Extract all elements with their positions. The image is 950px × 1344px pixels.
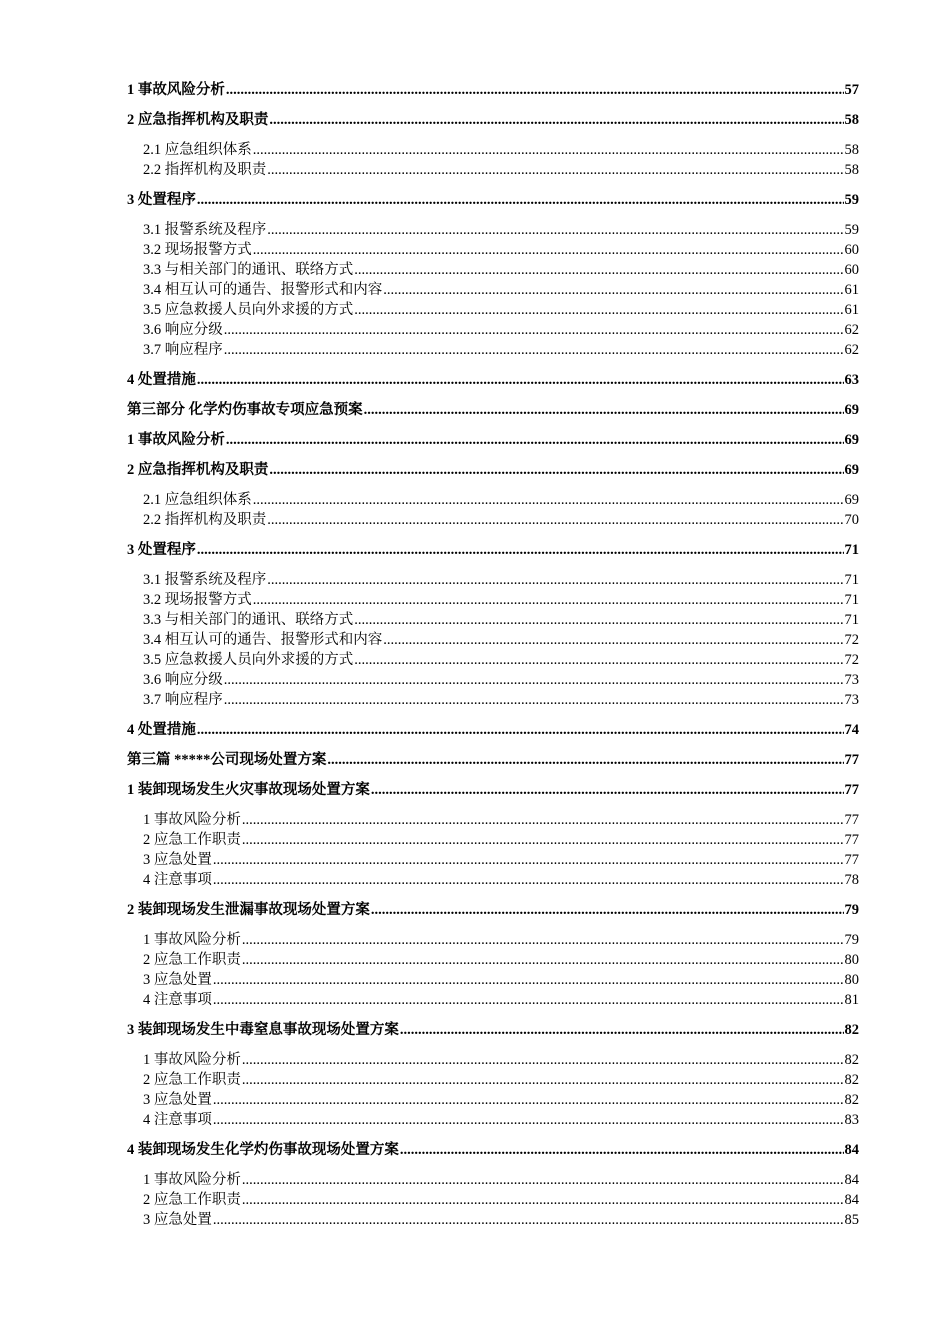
toc-page-number: 84 [844,1142,859,1158]
toc-heading-entry[interactable] [127,370,859,390]
dot-leader [253,590,844,610]
toc-entry-title: 2 应急工作职责 [143,832,241,848]
toc-subentry[interactable] [127,1070,859,1090]
toc-entry-title: 2 装卸现场发生泄漏事故现场处置方案 [127,902,370,918]
toc-heading-entry[interactable] [127,720,859,740]
dot-leader [253,240,844,260]
toc-entry-title: 1 事故风险分析 [127,432,225,448]
toc-subentry[interactable] [127,1210,859,1230]
toc-heading-entry[interactable] [127,900,859,920]
toc-subentry[interactable] [127,320,859,340]
toc-entry-title: 2.1 应急组织体系 [143,492,252,508]
toc-page-number: 81 [844,992,859,1008]
toc-entry-title: 4 注意事项 [143,1112,212,1128]
toc-heading-entry[interactable] [127,110,859,130]
toc-subentry[interactable] [127,340,859,360]
toc-subentry[interactable] [127,590,859,610]
dot-leader [242,1050,844,1070]
toc-heading-entry[interactable] [127,750,859,770]
toc-entry-title: 3 应急处置 [143,852,212,868]
toc-subentry[interactable] [127,160,859,180]
toc-page-number: 77 [844,782,859,798]
toc-page-number: 58 [844,112,859,128]
dot-leader [242,810,844,830]
dot-leader [267,160,843,180]
toc-entry-title: 2 应急指挥机构及职责 [127,462,269,478]
toc-entry-title: 2.1 应急组织体系 [143,142,252,158]
dot-leader [242,1070,844,1090]
toc-subentry[interactable] [127,240,859,260]
dot-leader [383,280,843,300]
toc-entry-title: 4 注意事项 [143,992,212,1008]
toc-page-number: 84 [844,1192,859,1208]
toc-entry-title: 3.5 应急救援人员向外求援的方式 [143,302,354,318]
toc-entry-title: 2 应急指挥机构及职责 [127,112,269,128]
toc-page-number: 82 [844,1092,859,1108]
toc-entry-title: 3.4 相互认可的通告、报警形式和内容 [143,632,383,648]
toc-subentry[interactable] [127,950,859,970]
dot-leader [224,340,844,360]
dot-leader [213,1110,844,1130]
toc-page-number: 69 [844,432,859,448]
toc-entry-title: 第三篇 *****公司现场处置方案 [127,752,327,768]
dot-leader [354,300,843,320]
toc-subentry[interactable] [127,1110,859,1130]
toc-entry-title: 3 处置程序 [127,542,196,558]
toc-entry-title: 3 装卸现场发生中毒窒息事故现场处置方案 [127,1022,399,1038]
toc-heading-entry[interactable] [127,430,859,450]
dot-leader [226,80,844,100]
dot-leader [371,780,844,800]
dot-leader [267,510,843,530]
toc-subentry[interactable] [127,570,859,590]
toc-page-number: 59 [844,222,859,238]
dot-leader [253,140,844,160]
toc-page-number: 77 [844,812,859,828]
toc-subentry[interactable] [127,280,859,300]
table-of-contents [127,80,859,1230]
toc-subentry[interactable] [127,510,859,530]
dot-leader [242,1190,844,1210]
dot-leader [354,610,843,630]
toc-subentry[interactable] [127,300,859,320]
toc-entry-title: 3.4 相互认可的通告、报警形式和内容 [143,282,383,298]
toc-entry-title: 3.6 响应分级 [143,322,223,338]
toc-page-number: 82 [844,1072,859,1088]
toc-entry-title: 3 应急处置 [143,1092,212,1108]
toc-page-number: 85 [844,1212,859,1228]
toc-entry-title: 1 事故风险分析 [143,1172,241,1188]
toc-entry-title: 3.7 响应程序 [143,342,223,358]
toc-heading-entry[interactable] [127,80,859,100]
toc-subentry[interactable] [127,810,859,830]
toc-entry-title: 4 处置措施 [127,722,196,738]
toc-page-number: 71 [844,572,859,588]
toc-page-number: 71 [844,592,859,608]
toc-subentry[interactable] [127,610,859,630]
toc-page-number: 77 [844,832,859,848]
toc-page-number: 84 [844,1172,859,1188]
dot-leader [242,1170,844,1190]
dot-leader [267,220,843,240]
toc-page-number: 69 [844,492,859,508]
dot-leader [224,670,844,690]
toc-page-number: 79 [844,932,859,948]
dot-leader [197,720,844,740]
toc-subentry[interactable] [127,1090,859,1110]
dot-leader [400,1020,844,1040]
dot-leader [213,850,844,870]
toc-entry-title: 3 应急处置 [143,972,212,988]
dot-leader [197,540,844,560]
toc-subentry[interactable] [127,260,859,280]
toc-subentry[interactable] [127,650,859,670]
toc-entry-title: 1 事故风险分析 [143,812,241,828]
toc-entry-title: 3.6 响应分级 [143,672,223,688]
dot-leader [213,1090,844,1110]
dot-leader [383,630,843,650]
dot-leader [269,110,843,130]
toc-entry-title: 2.2 指挥机构及职责 [143,512,267,528]
toc-heading-entry[interactable] [127,460,859,480]
toc-page-number: 71 [844,542,859,558]
toc-entry-title: 3.2 现场报警方式 [143,592,252,608]
toc-entry-title: 1 事故风险分析 [143,1052,241,1068]
toc-heading-entry[interactable] [127,1140,859,1160]
toc-subentry[interactable] [127,1170,859,1190]
dot-leader [226,430,844,450]
toc-entry-title: 3.2 现场报警方式 [143,242,252,258]
toc-page-number: 59 [844,192,859,208]
dot-leader [213,870,844,890]
toc-heading-entry[interactable] [127,780,859,800]
dot-leader [327,750,843,770]
dot-leader [213,1210,844,1230]
dot-leader [242,830,844,850]
toc-entry-title: 3 应急处置 [143,1212,212,1228]
dot-leader [267,570,843,590]
toc-page-number: 62 [844,342,859,358]
toc-entry-title: 3.3 与相关部门的通讯、联络方式 [143,262,354,278]
toc-subentry[interactable] [127,850,859,870]
toc-entry-title: 1 事故风险分析 [143,932,241,948]
dot-leader [197,190,844,210]
toc-subentry[interactable] [127,970,859,990]
dot-leader [213,970,844,990]
toc-page-number: 61 [844,302,859,318]
toc-page-number: 69 [844,402,859,418]
toc-page-number: 57 [844,82,859,98]
toc-page-number: 83 [844,1112,859,1128]
toc-entry-title: 4 处置措施 [127,372,196,388]
toc-entry-title: 2 应急工作职责 [143,1192,241,1208]
toc-page-number: 78 [844,872,859,888]
toc-page-number: 77 [844,752,859,768]
dot-leader [224,690,844,710]
toc-heading-entry[interactable] [127,1020,859,1040]
toc-page-number: 58 [844,142,859,158]
dot-leader [269,460,843,480]
dot-leader [354,260,843,280]
toc-subentry[interactable] [127,690,859,710]
toc-page-number: 73 [844,692,859,708]
toc-subentry[interactable] [127,220,859,240]
toc-subentry[interactable] [127,630,859,650]
toc-page-number: 80 [844,972,859,988]
toc-entry-title: 第三部分 化学灼伤事故专项应急预案 [127,402,363,418]
toc-entry-title: 3.5 应急救援人员向外求援的方式 [143,652,354,668]
toc-subentry[interactable] [127,140,859,160]
toc-heading-entry[interactable] [127,540,859,560]
toc-entry-title: 1 装卸现场发生火灾事故现场处置方案 [127,782,370,798]
toc-subentry[interactable] [127,930,859,950]
dot-leader [371,900,844,920]
toc-page-number: 82 [844,1052,859,1068]
toc-page-number: 72 [844,652,859,668]
toc-entry-title: 3.1 报警系统及程序 [143,572,267,588]
toc-entry-title: 3.7 响应程序 [143,692,223,708]
toc-entry-title: 4 注意事项 [143,872,212,888]
toc-page-number: 61 [844,282,859,298]
toc-subentry[interactable] [127,830,859,850]
toc-entry-title: 2.2 指挥机构及职责 [143,162,267,178]
toc-entry-title: 2 应急工作职责 [143,952,241,968]
toc-page-number: 72 [844,632,859,648]
toc-page-number: 58 [844,162,859,178]
toc-subentry[interactable] [127,490,859,510]
dot-leader [242,950,844,970]
toc-entry-title: 3.3 与相关部门的通讯、联络方式 [143,612,354,628]
toc-page-number: 82 [844,1022,859,1038]
toc-page-number: 70 [844,512,859,528]
toc-subentry[interactable] [127,990,859,1010]
toc-heading-entry[interactable] [127,190,859,210]
dot-leader [213,990,844,1010]
toc-heading-entry[interactable] [127,400,859,420]
toc-subentry[interactable] [127,870,859,890]
toc-page-number: 73 [844,672,859,688]
dot-leader [242,930,844,950]
dot-leader [354,650,843,670]
toc-page-number: 71 [844,612,859,628]
toc-page-number: 69 [844,462,859,478]
toc-page-number: 74 [844,722,859,738]
toc-entry-title: 3 处置程序 [127,192,196,208]
dot-leader [253,490,844,510]
toc-entry-title: 3.1 报警系统及程序 [143,222,267,238]
toc-subentry[interactable] [127,670,859,690]
toc-page-number: 80 [844,952,859,968]
toc-subentry[interactable] [127,1190,859,1210]
toc-entry-title: 1 事故风险分析 [127,82,225,98]
dot-leader [197,370,844,390]
toc-page-number: 79 [844,902,859,918]
toc-entry-title: 2 应急工作职责 [143,1072,241,1088]
toc-page-number: 63 [844,372,859,388]
dot-leader [364,400,844,420]
toc-page-number: 62 [844,322,859,338]
toc-entry-title: 4 装卸现场发生化学灼伤事故现场处置方案 [127,1142,399,1158]
dot-leader [400,1140,844,1160]
dot-leader [224,320,844,340]
toc-page-number: 60 [844,262,859,278]
toc-page-number: 60 [844,242,859,258]
toc-subentry[interactable] [127,1050,859,1070]
toc-page-number: 77 [844,852,859,868]
